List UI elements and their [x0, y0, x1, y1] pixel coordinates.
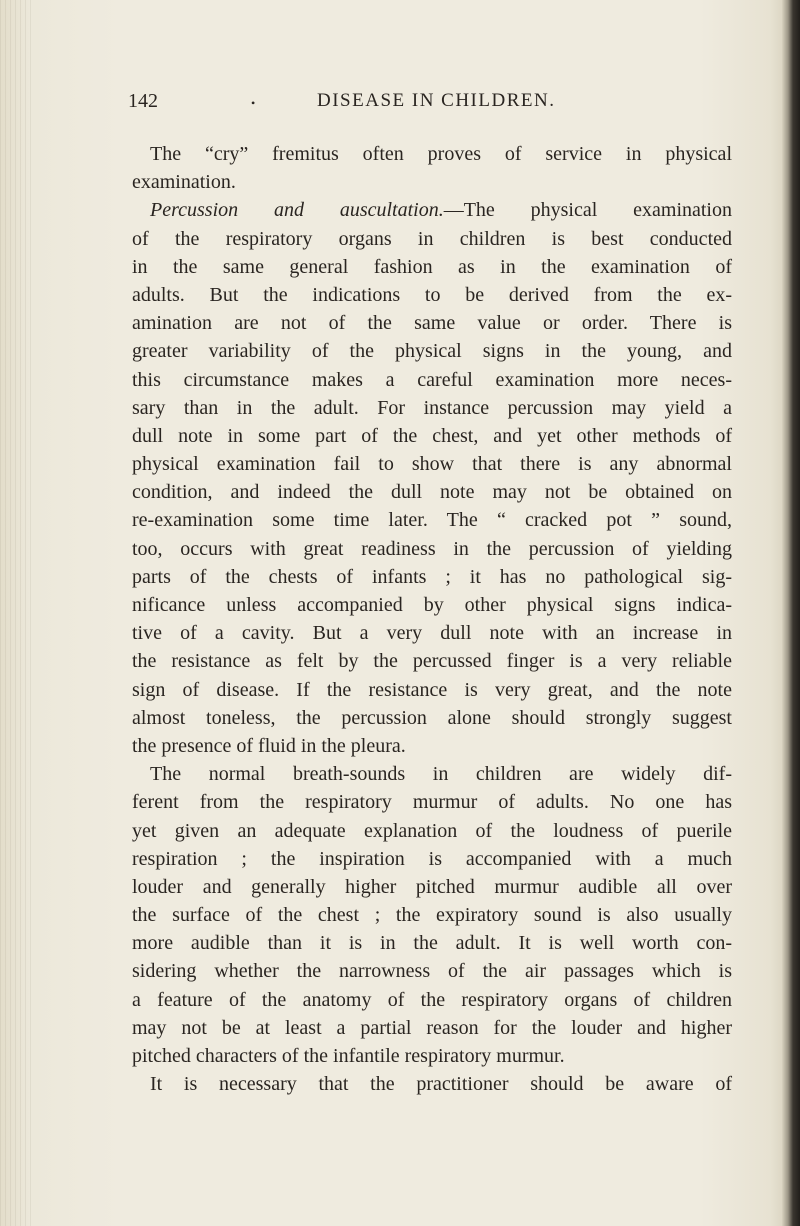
text-line: greater variability of the physical signs in the young, and [132, 340, 732, 363]
text-line [132, 196, 732, 224]
text-line: too, occurs with great readiness in the percussion of yielding [132, 537, 732, 560]
text-line: the presence of fluid in the pleura. [132, 734, 406, 757]
text-line: louder and generally higher pitched murmur audible all over [132, 875, 732, 898]
text-line: may not be at least a partial reason for the louder and higher [132, 1016, 732, 1039]
text-line: physical examination fail to show that there is any abnormal [132, 453, 732, 476]
text-line: more audible than it is in the adult. It is well worth con- [132, 932, 732, 955]
text-line: in the same general fashion as in the examination of [132, 255, 732, 278]
text-line: amination are not of the same value or order. There is [132, 312, 732, 335]
running-head [128, 90, 728, 114]
text-line: dull note in some part of the chest, and yet other methods of [132, 424, 732, 447]
text-line: sary than in the adult. For instance percussion may yield a [132, 396, 732, 419]
section-heading: Percussion and auscultation. [150, 199, 444, 222]
text-line: re-examination some time later. The “ cracked pot ” sound, [132, 509, 732, 532]
text-line: adults. But the indications to be derived from the ex- [132, 283, 732, 306]
page-number: 142 [128, 90, 158, 112]
text-line-remainder: —The physical examination [443, 199, 732, 222]
text-line: parts of the chests of infants ; it has no pathological sig- [132, 565, 732, 588]
separator-dot: • [251, 96, 257, 110]
text-line: the surface of the chest ; the expiratory sound is also usually [132, 904, 732, 927]
text-line: sidering whether the narrowness of the air passages which is [132, 960, 732, 983]
running-title: DISEASE IN CHILDREN. [317, 90, 556, 111]
text-line: The normal breath-sounds in children are widely dif- [150, 763, 732, 786]
text-line: respiration ; the inspiration is accompanied with a much [132, 847, 732, 870]
text-line: examination. [132, 171, 236, 194]
text-line: the resistance as felt by the percussed finger is a very reliable [132, 650, 732, 673]
text-line: The “cry” fremitus often proves of service in physical [150, 143, 732, 165]
text-line: condition, and indeed the dull note may not be obtained on [132, 481, 732, 504]
text-line: It is necessary that the practitioner should be aware of [150, 1073, 732, 1096]
page-gutter [0, 0, 34, 1226]
body-text [132, 140, 732, 1098]
text-line: of the respiratory organs in children is best conducted [132, 227, 732, 250]
text-line: this circumstance makes a careful examination more neces- [132, 368, 732, 391]
text-line: sign of disease. If the resistance is very great, and the note [132, 678, 732, 701]
text-line: ferent from the respiratory murmur of adults. No one has [132, 791, 732, 814]
text-line: almost toneless, the percussion alone should strongly suggest [132, 706, 732, 729]
text-line: tive of a cavity. But a very dull note with an increase in [132, 622, 732, 645]
text-line: yet given an adequate explanation of the loudness of puerile [132, 819, 732, 842]
text-line: a feature of the anatomy of the respiratory organs of children [132, 988, 732, 1011]
page-edge-shadow [782, 0, 800, 1226]
text-line: nificance unless accompanied by other physical signs indica- [132, 594, 732, 616]
text-line: pitched characters of the infantile respiratory murmur. [132, 1045, 565, 1067]
